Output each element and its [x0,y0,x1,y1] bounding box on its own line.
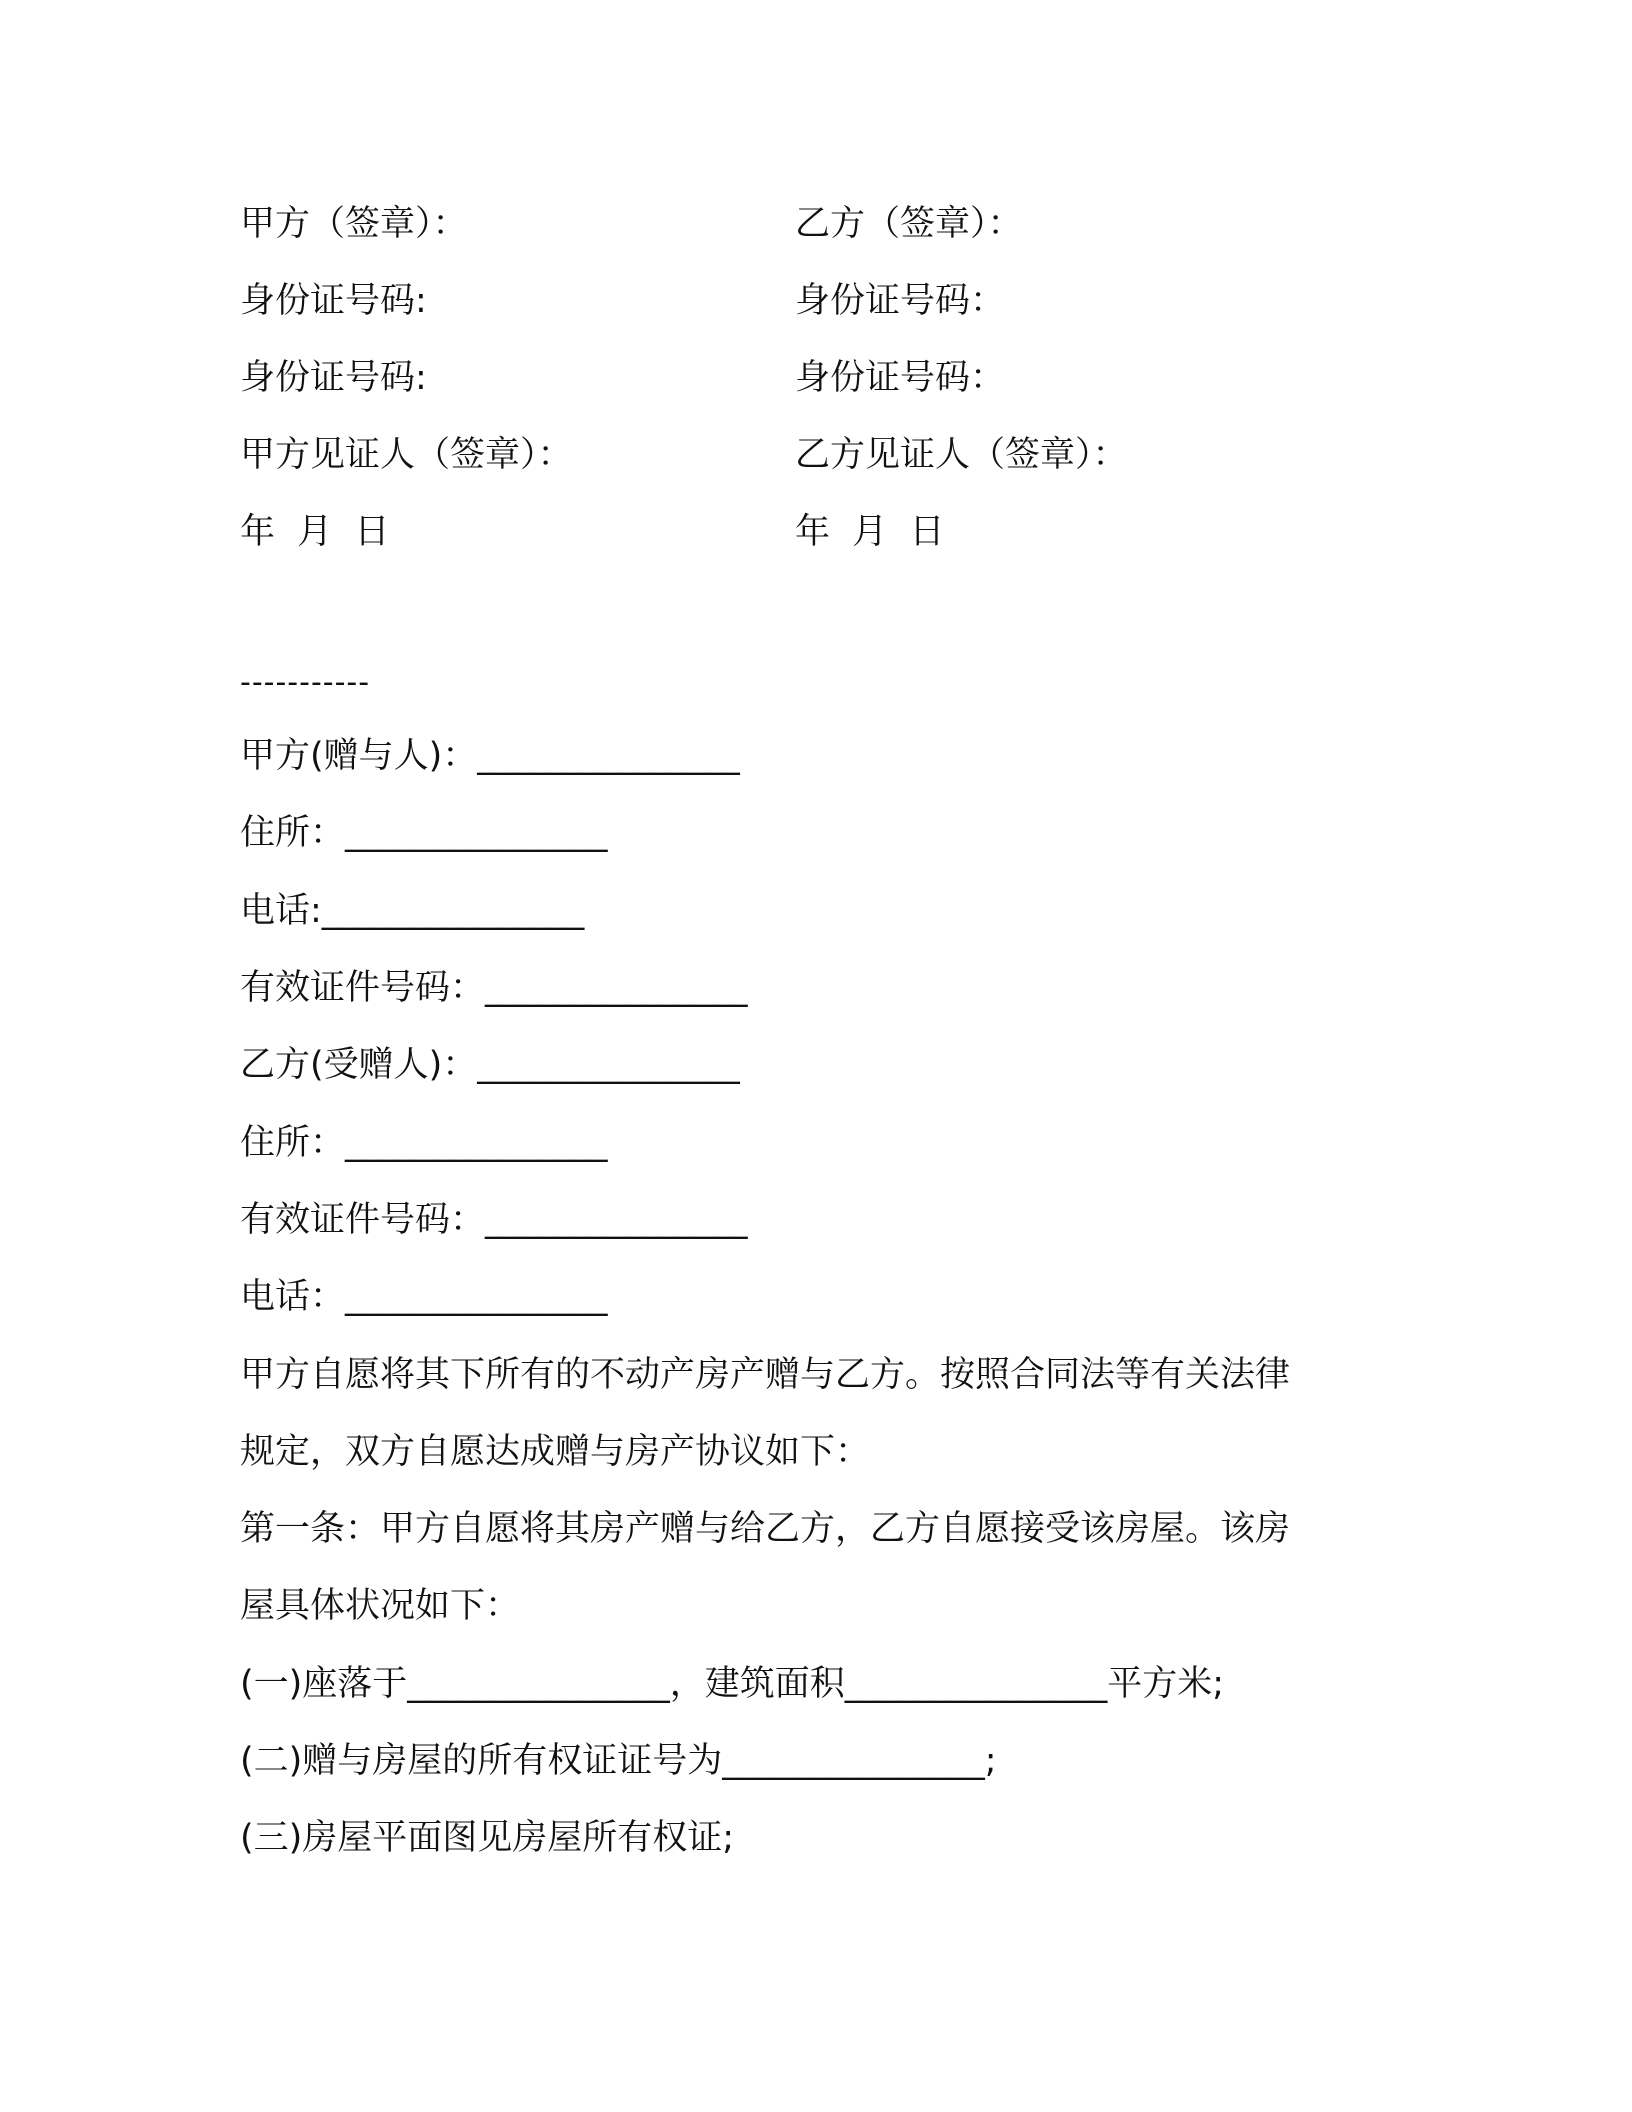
clause-location-area: (一)座落于_______________，建筑面积_______________平方米; [240,1663,1225,1704]
article-one-text: 屋具体状况如下： [240,1586,521,1627]
signature-row [240,263,1380,340]
party-a-seal-label: 甲方（签章）： [240,204,468,244]
party-a-id-label-2: 身份证号码: [240,358,427,398]
preamble-text: 甲方自愿将其下所有的不动产房产赠与乙方。按照合同法等有关法律 [240,1354,1291,1395]
donee-name-field: 乙方(受赠人)：_______________ [240,1045,740,1086]
party-a-date-label: 年 月 日 [240,512,390,552]
clause-floor-plan: (三)房屋平面图见房屋所有权证; [240,1818,735,1859]
signature-row [240,494,1380,571]
party-b-date-label: 年 月 日 [795,512,945,552]
signature-row [240,186,1380,263]
donor-id-field: 有效证件号码：_______________ [240,968,748,1009]
party-a-witness-label: 甲方见证人（签章）： [240,435,573,475]
party-a-id-label: 身份证号码: [240,281,427,321]
preamble-text: 规定，双方自愿达成赠与房产协议如下： [240,1431,871,1472]
donor-name-field: 甲方(赠与人)：_______________ [240,736,740,777]
donee-id-field: 有效证件号码：_______________ [240,1199,748,1240]
donee-phone-field: 电话：_______________ [240,1277,608,1318]
article-one-text: 第一条：甲方自愿将其房产赠与给乙方，乙方自愿接受该房屋。该房 [240,1509,1291,1550]
party-b-id-label: 身份证号码： [795,281,1006,321]
donor-address-field: 住所：_______________ [240,813,608,854]
party-b-seal-label: 乙方（签章）： [795,204,1023,244]
section-separator: ----------- [240,665,371,700]
donor-phone-field: 电话:_______________ [240,890,585,931]
signature-row [240,340,1380,417]
donee-address-field: 住所：_______________ [240,1122,608,1163]
agreement-body [240,718,1400,1877]
signature-row [240,417,1380,494]
party-b-id-label-2: 身份证号码： [795,358,1006,398]
clause-certificate-number: (二)赠与房屋的所有权证证号为_______________; [240,1741,997,1781]
party-b-witness-label: 乙方见证人（签章）： [795,435,1128,475]
signature-block [240,186,1380,571]
